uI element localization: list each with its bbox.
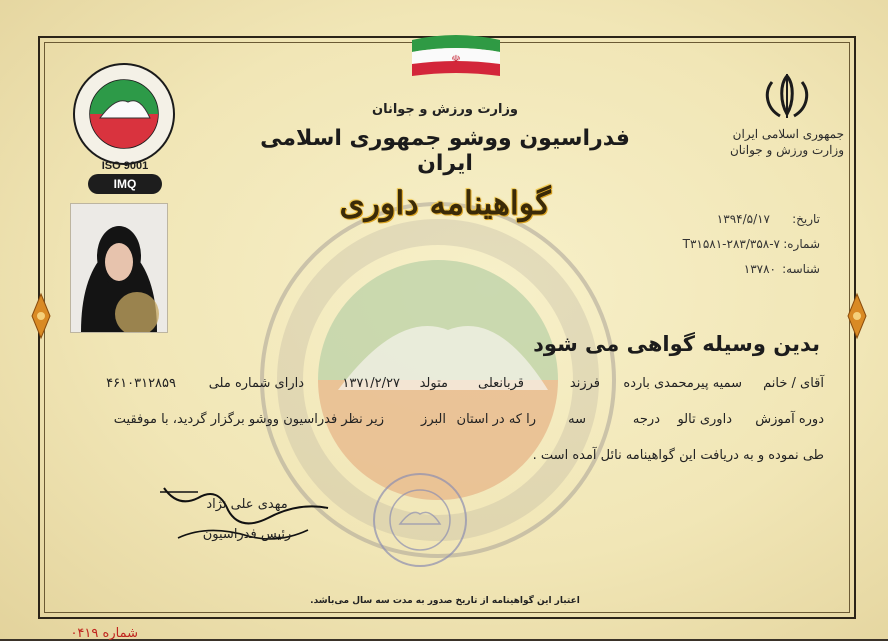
body-line-2 bbox=[44, 412, 824, 434]
grade-label: درجه bbox=[632, 412, 660, 427]
province-name: البرز bbox=[421, 412, 446, 427]
federation-supervision: زیر نظر فدراسیون ووشو برگزار گردید، با موفقیت bbox=[113, 412, 384, 427]
iso-certification-label: ISO 9001 bbox=[101, 160, 149, 172]
birth-date: ۱۳۷۱/۲/۲۷ bbox=[342, 376, 400, 391]
number-value: T۳۱۵۸۱-۲۸۳/۳۵۸-۷ bbox=[682, 237, 780, 251]
province-label: را که در استان bbox=[456, 412, 536, 427]
left-ornament-icon bbox=[30, 292, 52, 340]
holder-photo bbox=[70, 203, 168, 333]
serial-value: ۰۴۱۹ bbox=[70, 626, 99, 641]
ministry-heading: وزارت ورزش و جوانان bbox=[371, 102, 519, 117]
holder-name: سمیه پیرمحمدی بارده bbox=[623, 376, 742, 391]
certification-statement: بدین وسیله گواهی می شود bbox=[533, 332, 820, 356]
national-id: ۴۶۱۰۳۱۲۸۵۹ bbox=[106, 376, 176, 391]
federation-heading: فدراسیون ووشو جمهوری اسلامی ایران bbox=[260, 126, 630, 176]
father-name: قربانعلی bbox=[478, 376, 524, 391]
completion-text: طی نموده و به دریافت این گواهینامه نائل آمده است . bbox=[532, 448, 824, 463]
iran-flag-icon bbox=[408, 30, 504, 86]
official-stamp bbox=[370, 470, 470, 570]
signatory-name: مهدی علی نژاد bbox=[206, 497, 288, 512]
wushu-federation-logo bbox=[72, 62, 176, 166]
child-of-label: فرزند bbox=[569, 376, 600, 391]
certificate-title: گواهینامه داوری bbox=[339, 184, 551, 222]
title-label: آقای / خانم bbox=[763, 376, 824, 391]
body-line-3 bbox=[44, 448, 824, 470]
course-label: دوره آموزش bbox=[755, 412, 824, 427]
date-label: تاریخ: bbox=[792, 212, 820, 226]
born-label: متولد bbox=[419, 376, 448, 391]
imq-badge: IMQ bbox=[88, 174, 162, 194]
iran-emblem-icon bbox=[758, 72, 816, 120]
validity-note: اعتبار این گواهینامه از تاریخ صدور به مدت سه سال می‌باشد. bbox=[310, 596, 580, 606]
id-value: ۱۳۷۸۰ bbox=[743, 262, 776, 276]
right-ornament-icon bbox=[846, 292, 868, 340]
national-id-label: دارای شماره ملی bbox=[208, 376, 304, 391]
svg-text:☫: ☫ bbox=[451, 54, 461, 65]
grade-value: سه bbox=[568, 412, 586, 427]
date-value: ۱۳۹۴/۵/۱۷ bbox=[716, 212, 770, 226]
id-row bbox=[700, 262, 820, 276]
course-type: داوری تالو bbox=[677, 412, 732, 427]
serial-label: شماره bbox=[102, 626, 138, 641]
ministry-name-calligraphy bbox=[724, 126, 844, 158]
republic-label: جمهوری اسلامی ایران bbox=[732, 127, 844, 141]
body-line-1 bbox=[44, 376, 824, 398]
signatory-title: رئیس فدراسیون bbox=[202, 527, 292, 542]
id-label: شناسه: bbox=[782, 262, 820, 276]
date-row bbox=[700, 212, 820, 226]
number-label: شماره: bbox=[783, 237, 820, 251]
handwritten-signature bbox=[158, 478, 348, 554]
ministry-label: وزارت ورزش و جوانان bbox=[729, 143, 844, 157]
number-row bbox=[672, 237, 820, 251]
